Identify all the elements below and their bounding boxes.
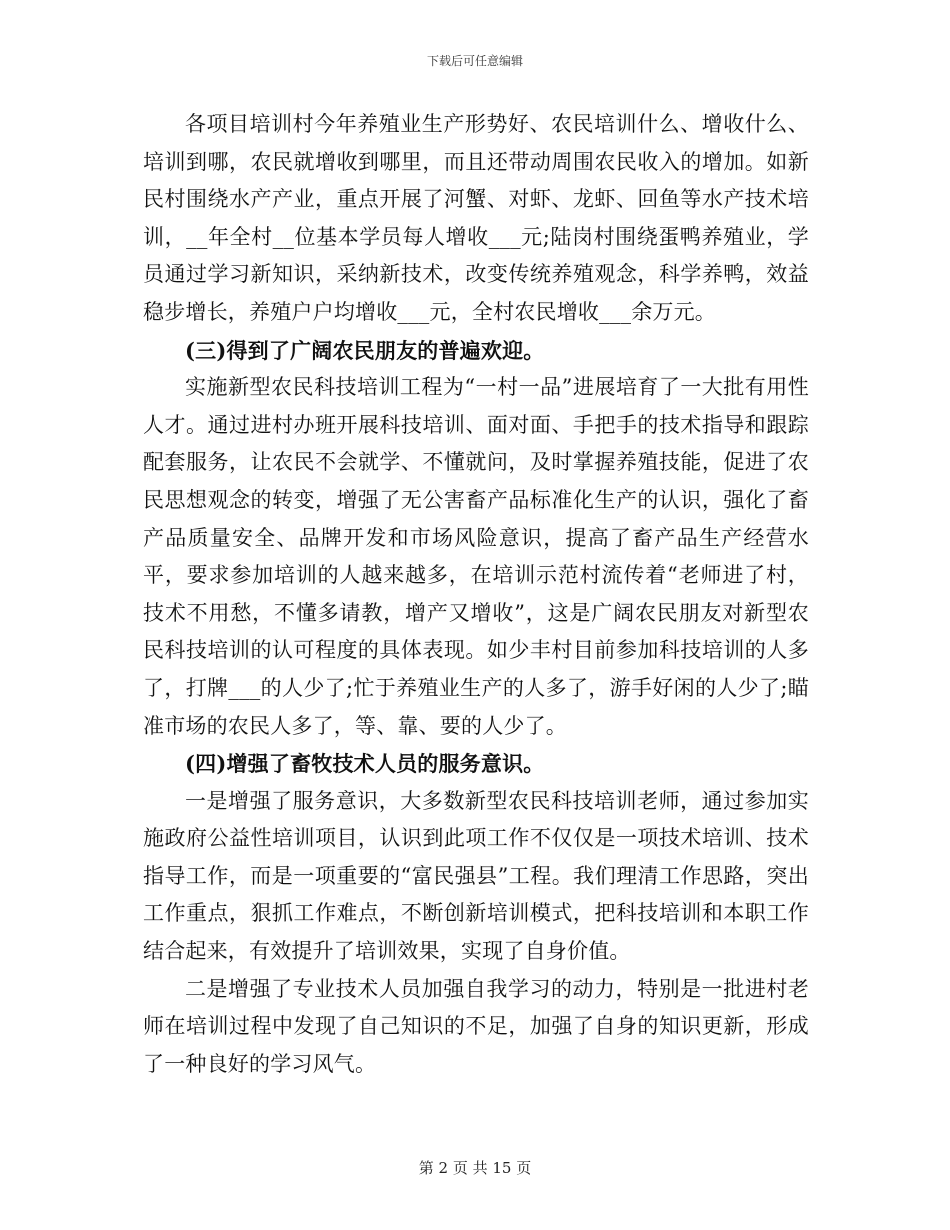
section-heading-3: (三)得到了广阔农民朋友的普遍欢迎。 bbox=[185, 337, 545, 363]
paragraph-self-learning: 二是增强了专业技术人员加强自我学习的动力，特别是一批进村老师在培训过程中发现了自己知识的不足，加强了自身的知识更新，形成了一种良好的学习风气。 bbox=[143, 976, 809, 1076]
document-body bbox=[143, 106, 809, 1083]
paragraph-farmer-welcome: 实施新型农民科技培训工程为“一村一品”进展培育了一大批有用性人才。通过进村办班开展科技培训、面对面、手把手的技术指导和跟踪配套服务，让农民不会就学、不懂就问，及时掌握养殖技能，促进了农民思想观念的转变，增强了无公害畜产品标准化生产的认识，强化了畜产品质量安全、品牌开发和市场风险意识，提高了畜产品生产经营水平，要求参加培训的人越来越多，在培训示范村流传着“老师进了村，技术不用愁，不懂多请教，增产又增收”，这是广阔农民朋友对新型农民科技培训的认可程度的具体表现。如少丰村目前参加科技培训的人多了，打牌___的人少了;忙于养殖业生产的人多了，游手好闲的人少了;瞄准市场的农民人多了，等、靠、要的人少了。 bbox=[143, 375, 809, 738]
page-header: 下载后可任意编辑 bbox=[426, 54, 523, 68]
page-number: 第 2 页 共 15 页 bbox=[418, 1159, 532, 1177]
paragraph-aquaculture-income: 各项目培训村今年养殖业生产形势好、农民培训什么、增收什么、培训到哪，农民就增收到哪里，而且还带动周围农民收入的增加。如新民村围绕水产产业，重点开展了河蟹、对虾、龙虾、回鱼等水产技术培训，__年全村__位基本学员每人增收___元;陆岗村围绕蛋鸭养殖业，学员通过学习新知识，采纳新技术，改变传统养殖观念，科学养鸭，效益稳步增长，养殖户户均增收___元，全村农民增收___余万元。 bbox=[143, 112, 809, 324]
section-heading-4: (四)增强了畜牧技术人员的服务意识。 bbox=[185, 751, 545, 777]
paragraph-service-awareness: 一是增强了服务意识，大多数新型农民科技培训老师，通过参加实施政府公益性培训项目，认识到此项工作不仅仅是一项技术培训、技术指导工作，而是一项重要的“富民强县”工程。我们理清工作思路，突出工作重点，狠抓工作难点，不断创新培训模式，把科技培训和本职工作结合起来，有效提升了培训效果，实现了自身价值。 bbox=[143, 788, 809, 964]
